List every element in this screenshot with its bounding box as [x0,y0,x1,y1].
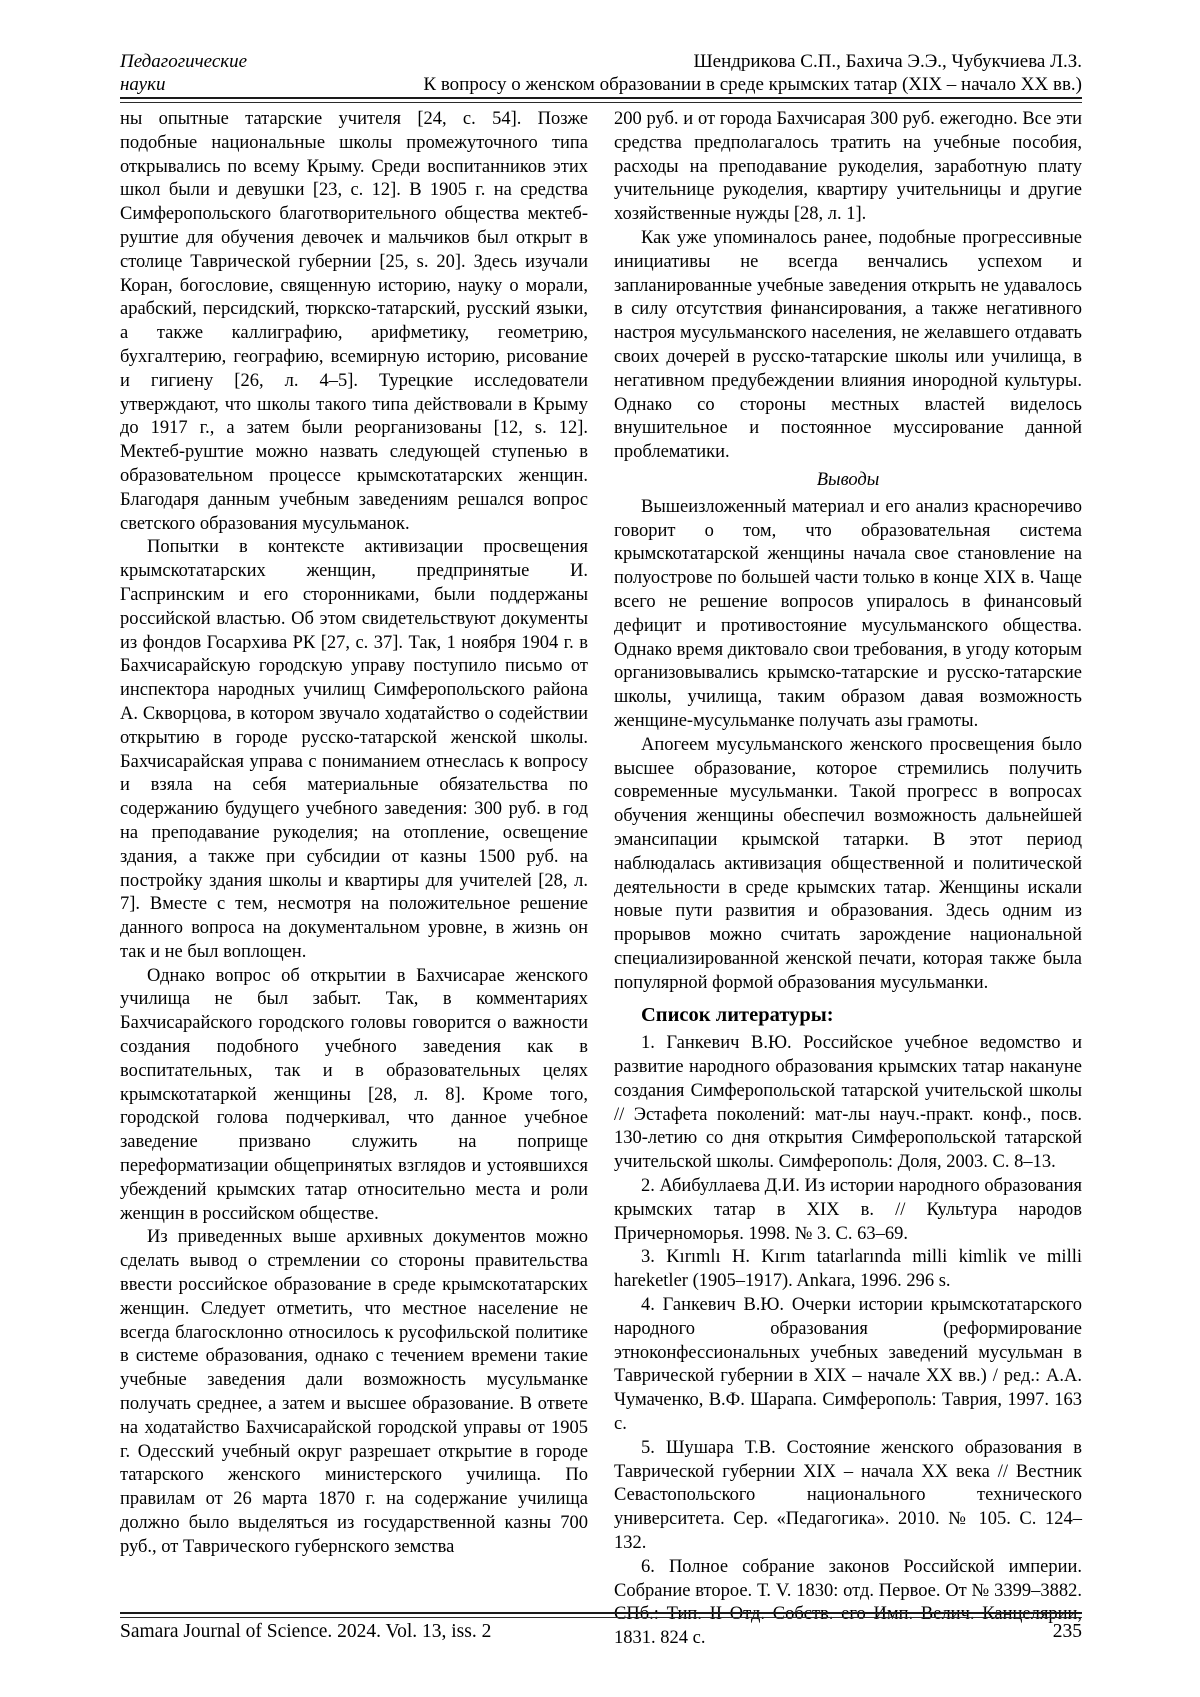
reference-item: 3. Kırımlı H. Kırım tatarlarında milli kimlik ve milli hareketler (1905–1917). Ankara, 1996. 296 s. [614,1247,1082,1292]
reference-item: 6. Полное собрание законов Российской империи. Собрание второе. Т. V. 1830: отд. Первое. От № 3399–3882. СПб.: Тип. II Отд. Собств. его Имп. Велич. Канцелярии, 1831. 824 с. [614,1556,1082,1649]
left-column [120,108,588,1651]
body-paragraph: Из приведенных выше архивных документов можно сделать вывод о стремлении со стороны правительства ввести российское образование в среде крымскотатарских женщин. Следует отметить, что местное население не всегда благосклонно относилось к русофильской политике в системе образования, однако с течением времени такие учебные заведения дали возможность мусульманке получать среднее, а затем и высшее образование. В ответе на ходатайство Бахчисарайской городской управы от 1905 г. Одесский учебный округ разрешает открытие в городе татарского женского министерского училища. По правилам от 26 марта 1870 г. на содержание училища должно было выделяться из государственной казны 700 руб., от Таврического губернского земства [120,1227,588,1557]
journal-section [120,50,247,96]
body-paragraph: ны опытные татарские учителя [24, с. 54]. Позже подобные национальные школы промежуточного типа открывались по всему Крыму. Среди воспитанников этих школ были и девушки [23, с. 12]. В 1905 г. на средства Симферопольского благотворительного общества мектеб-руштие для обучения девочек и мальчиков был открыт в столице Таврической губернии [25, s. 20]. Здесь изучали Коран, богословие, священную историю, науку о морали, арабский, персидский, тюркско-татарский, русский языки, а также каллиграфию, арифметику, геометрию, бухгалтерию, географию, всемирную историю, рисование и гигиену [26, л. 4–5]. Турецкие исследователи утверждают, что школы такого типа действовали в Крыму до 1917 г., а затем были реорганизованы [12, s. 12]. Мектеб-руштие можно назвать следующей ступенью в образовательном процессе крымскотатарских женщин. Благодаря данным учебным заведениям решался вопрос светского образования мусульманок. [120,109,588,534]
body-paragraph: Как уже упоминалось ранее, подобные прогрессивные инициативы не всегда венчались успехом и запланированные учебные заведения открыть не удавалось в силу отсутствия финансирования, а также негативного настроя мусульманского населения, не желавшего отдавать своих дочерей в русско-татарские школы или училища, в негативном предубеждении влияния инородной культуры. Однако со стороны местных властей виделось внушительное и постоянное муссирование данной проблематики. [614,227,1082,463]
right-column [614,108,1082,1651]
page-header [120,50,1082,96]
journal-section-line1: Педагогические [120,51,248,72]
journal-citation: Samara Journal of Science. 2024. Vol. 13, iss. 2 [120,1621,492,1642]
body-paragraph: Апогеем мусульманского женского просвещения было высшее образование, которое стремились получить современные мусульманки. Такой прогресс в вопросах обучения женщины обеспечил возможность дальнейшей эмансипации крымской татарки. В этот период наблюдалась активизация общественной и политической деятельности в среде крымских татар. Женщины искали новые пути развития и образования. Здесь одним из прорывов можно считать зарождение национальной специализированной женской печати, которая также была популярной формой образования мусульманки. [614,734,1082,993]
body-paragraph: Однако вопрос об открытии в Бахчисарае женского училища не был забыт. Так, в комментариях Бахчисарайского городского головы говорится о важности создания подобного учебного заведения как в воспитательных, так и в образовательных целях крымскотатаркой женщины [28, л. 8]. Кроме того, городской голова подчеркивал, что данное учебное заведение призвано служить на поприще переформатизации общепринятых взглядов и устоявшихся убеждений крымских татар относительно места и роли женщин в российском обществе. [120,965,588,1224]
body-paragraph: 200 руб. и от города Бахчисарая 300 руб. ежегодно. Все эти средства предполагалось тратить на учебные пособия, расходы на преподавание рукоделия, заработную плату учительнице рукоделия, квартиру учительницы и другие хозяйственные нужды [28, л. 1]. [614,109,1082,225]
references-heading: Список литературы: [641,1004,834,1027]
body-paragraph: Попытки в контексте активизации просвещения крымскотатарских женщин, предпринятые И. Гаспринским и его сторонниками, были поддержаны российской властью. Об этом свидетельствуют документы из фондов Госархива РК [27, с. 37]. Так, 1 ноября 1904 г. в Бахчисарайскую городскую управу поступило письмо от инспектора народных училищ Симферопольского района А. Скворцова, в котором звучало ходатайство о содействии открытию в городе русско-татарской женской школы. Бахчисарайская управа с пониманием отнеслась к вопросу и взяла на себя материальные обязательства по содержанию будущего учебного заведения: 300 руб. в год на преподавание рукоделия; на отопление, освещение здания, а также при субсидии от казны 1500 руб. на постройку здания школы и квартиры для учителей [28, л. 7]. Вместе с тем, несмотря на положительное решение данного вопроса на документальном уровне, в жизнь он так и не был воплощен. [120,537,588,962]
journal-section-line2: науки [120,74,166,95]
article-title-line: К вопросу о женском образовании в среде крымских татар (XIX – начало XX вв.) [423,74,1082,95]
page-footer [120,1620,1082,1644]
reference-item: 4. Ганкевич В.Ю. Очерки истории крымскотатарского народного образования (реформирование этноконфессиональных учебных заведений мусульман в Таврической губернии в XIX – начале XX вв.) / ред.: А.А. Чумаченко, В.Ф. Шарапа. Симферополь: Таврия, 1997. 163 с. [614,1295,1082,1435]
running-head [423,50,1082,96]
reference-item: 5. Шушара Т.В. Состояние женского образования в Таврической губернии XIX – начала XX века // Вестник Севастопольского национального технического университета. Сер. «Педагогика». 2010. № 105. С. 124–132. [614,1437,1082,1554]
article-body [120,108,1082,1651]
conclusions-heading: Выводы [816,469,880,490]
authors-line: Шендрикова С.П., Бахича Э.Э., Чубукчиева Л.З. [693,51,1082,72]
header-rule [120,97,1082,103]
reference-item: 1. Ганкевич В.Ю. Российское учебное ведомство и развитие народного образования крымских татар накануне создания Симферопольской татарской учительской школы // Эстафета поколений: мат-лы науч.-практ. конф., посв. 130-летию со дня открытия Симферопольской татарской учительской школы. Симферополь: Доля, 2003. С. 8–13. [614,1033,1082,1173]
reference-item: 2. Абибуллаева Д.И. Из истории народного образования крымских татар в XIX в. // Культура народов Причерноморья. 1998. № 3. С. 63–69. [614,1176,1082,1244]
page-number: 235 [1052,1621,1082,1642]
body-paragraph: Вышеизложенный материал и его анализ красноречиво говорит о том, что образовательная система крымскотатарской женщины начала свое становление на полуострове по большей части только в конце XIX в. Чаще всего не решение вопросов упиралось в финансовый дефицит и противостояние мусульманского общества. Однако время диктовало свои требования, в угоду которым организовывались крымско-татарские и русско-татарские школы, училища, таким образом давая возможность женщине-мусульманке получать азы грамоты. [614,496,1082,731]
footer-rule [120,1612,1082,1618]
